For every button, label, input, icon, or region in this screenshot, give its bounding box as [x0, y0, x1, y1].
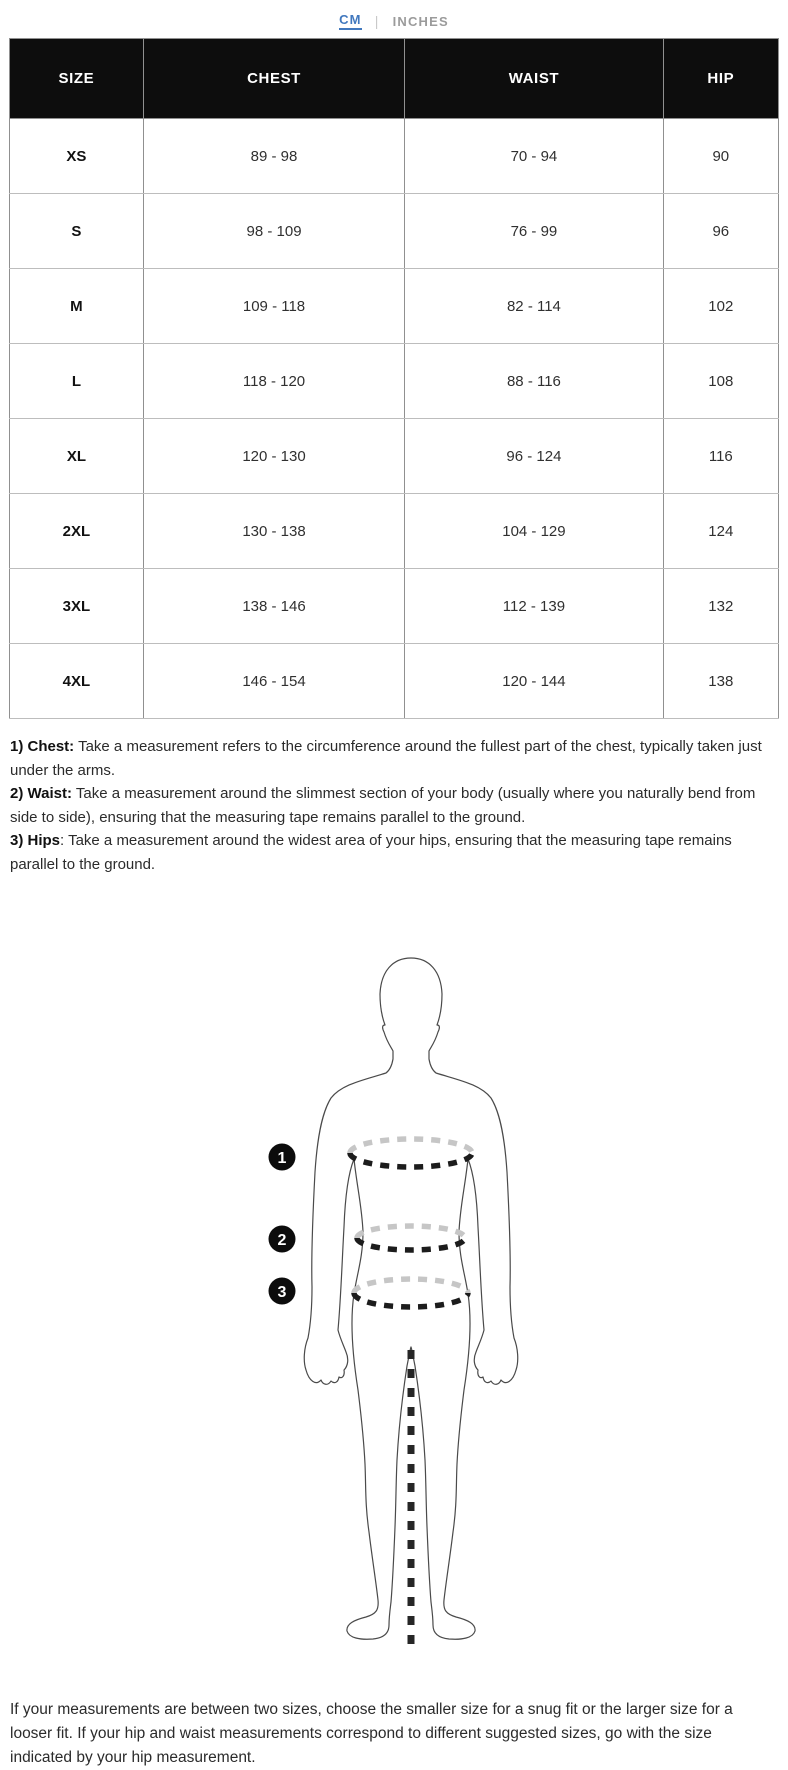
measurement-cell: 112 - 139	[405, 569, 663, 644]
size-label-cell: S	[10, 194, 144, 269]
unit-tab-inches[interactable]: INCHES	[392, 13, 449, 29]
measurement-cell: 120 - 144	[405, 644, 663, 719]
column-header: HIP	[663, 39, 778, 119]
size-label-cell: XS	[10, 119, 144, 194]
measurement-cell: 118 - 120	[143, 344, 404, 419]
measurement-instructions	[10, 735, 778, 876]
size-label-cell: 3XL	[10, 569, 144, 644]
instruction-chest-label: 1) Chest:	[10, 738, 75, 755]
table-row	[10, 269, 779, 344]
table-row	[10, 194, 779, 269]
marker-3-number: 3	[277, 1284, 287, 1301]
measurement-cell: 102	[663, 269, 778, 344]
size-table-body	[10, 119, 779, 719]
measurement-cell: 70 - 94	[405, 119, 663, 194]
size-table	[9, 38, 779, 719]
instruction-waist	[10, 782, 778, 829]
table-row	[10, 644, 779, 719]
measurement-cell: 104 - 129	[405, 494, 663, 569]
marker-2-number: 2	[277, 1232, 287, 1249]
measurement-cell: 120 - 130	[143, 419, 404, 494]
instruction-hips-label: 3) Hips	[10, 832, 61, 849]
instruction-chest-text: Take a measurement refers to the circumference around the fullest part of the chest, typically taken just under the arms.	[10, 738, 762, 779]
marker-2-badge	[269, 1226, 296, 1253]
instruction-waist-label: 2) Waist:	[10, 785, 72, 802]
fit-advice-note: If your measurements are between two sizes, choose the smaller size for a snug fit or the larger size for a looser fit. If your hip and waist measurements correspond to different suggested sizes, go with the size indicated by your hip measurement.	[10, 1701, 733, 1766]
table-row	[10, 419, 779, 494]
body-figure-svg	[230, 952, 590, 1672]
marker-3-badge	[269, 1278, 296, 1305]
table-row	[10, 569, 779, 644]
size-label-cell: 2XL	[10, 494, 144, 569]
column-header: WAIST	[405, 39, 663, 119]
measurement-cell: 124	[663, 494, 778, 569]
measurement-cell: 138 - 146	[143, 569, 404, 644]
size-label-cell: L	[10, 344, 144, 419]
body-measurement-figure	[0, 882, 788, 1684]
measurement-cell: 82 - 114	[405, 269, 663, 344]
measurement-cell: 89 - 98	[143, 119, 404, 194]
measurement-cell: 76 - 99	[405, 194, 663, 269]
instruction-waist-text: Take a measurement around the slimmest section of your body (usually where you naturally bend from side to side), ensuring that the measuring tape remains parallel to the ground.	[10, 785, 756, 826]
table-row	[10, 344, 779, 419]
measurement-cell: 146 - 154	[143, 644, 404, 719]
size-table-header-row	[10, 39, 779, 119]
size-label-cell: 4XL	[10, 644, 144, 719]
measurement-cell: 132	[663, 569, 778, 644]
measurement-cell: 116	[663, 419, 778, 494]
body-outline	[304, 958, 517, 1639]
table-row	[10, 494, 779, 569]
measurement-cell: 96	[663, 194, 778, 269]
unit-toggle	[0, 12, 788, 30]
measurement-cell: 138	[663, 644, 778, 719]
measurement-cell: 109 - 118	[143, 269, 404, 344]
measurement-cell: 88 - 116	[405, 344, 663, 419]
instruction-hips-text: : Take a measurement around the widest area of your hips, ensuring that the measuring tape remains parallel to the ground.	[10, 832, 732, 873]
measurement-cell: 90	[663, 119, 778, 194]
column-header: CHEST	[143, 39, 404, 119]
instruction-hips	[10, 829, 778, 876]
measurement-cell: 98 - 109	[143, 194, 404, 269]
size-label-cell: XL	[10, 419, 144, 494]
measurement-cell: 108	[663, 344, 778, 419]
unit-toggle-separator: |	[374, 13, 380, 29]
size-label-cell: M	[10, 269, 144, 344]
measurement-cell: 96 - 124	[405, 419, 663, 494]
marker-1-number: 1	[277, 1150, 287, 1167]
table-row	[10, 119, 779, 194]
column-header: SIZE	[10, 39, 144, 119]
unit-tab-cm[interactable]: CM	[339, 12, 362, 30]
marker-1-badge	[269, 1144, 296, 1171]
measurement-cell: 130 - 138	[143, 494, 404, 569]
instruction-chest	[10, 735, 778, 782]
